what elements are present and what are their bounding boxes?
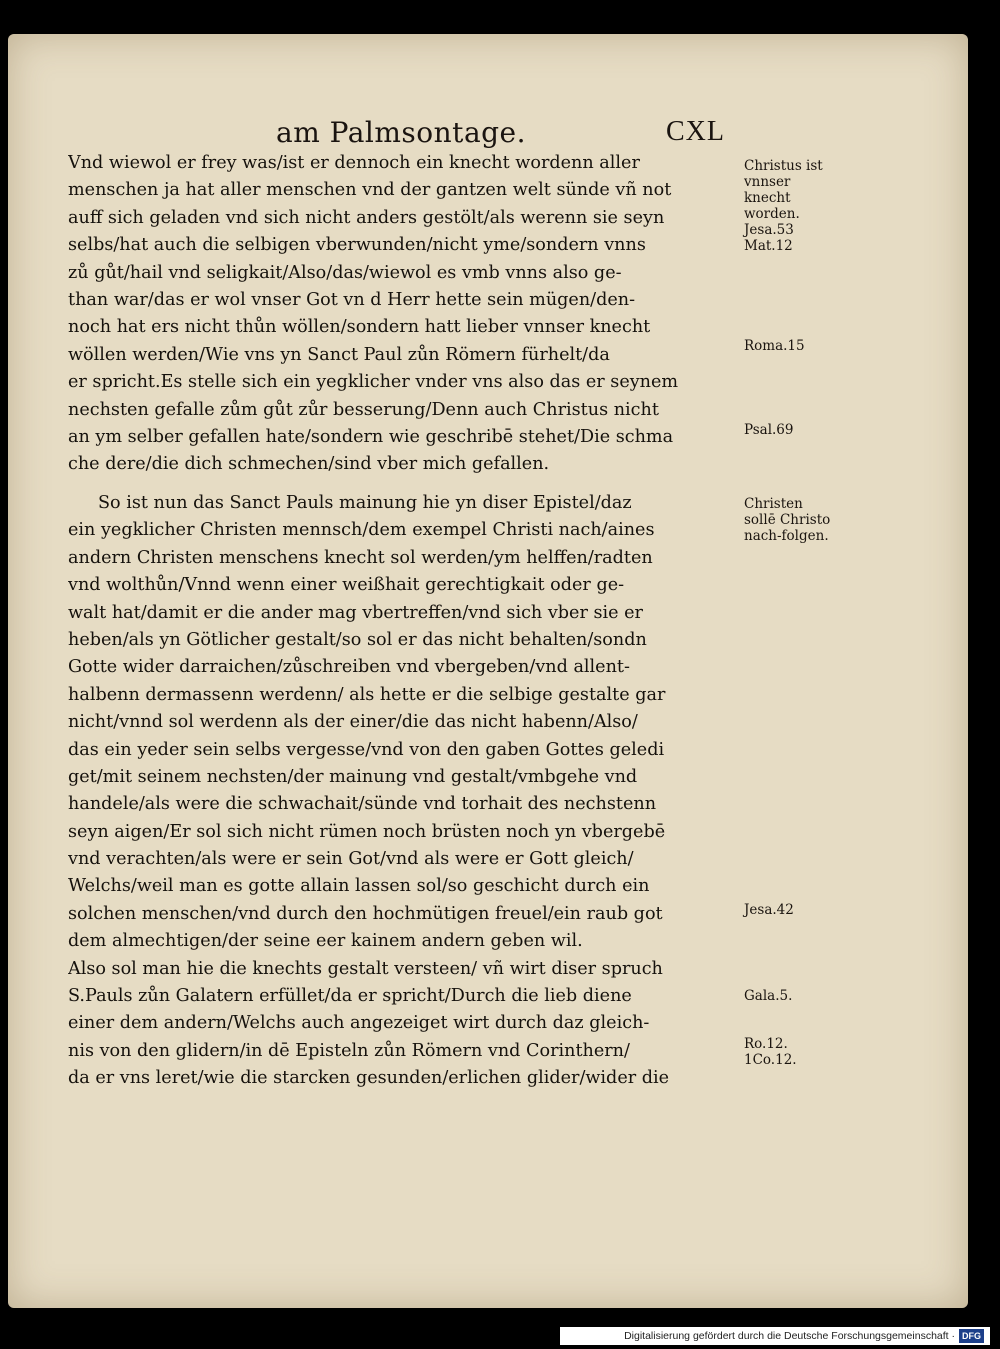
dfg-logo[interactable]: DFG	[959, 1329, 984, 1343]
text-line: nechsten gefalle zům gůt zůr besserung/Denn auch Christus nicht	[68, 399, 659, 420]
folio-number: CXL	[666, 116, 725, 147]
text-line: selbs/hat auch die selbigen vberwunden/nicht yme/sondern vnns	[68, 235, 646, 256]
text-line: nicht/vnnd sol werdenn als der einer/die das nicht habenn/Also/	[68, 712, 638, 733]
text-line: Also sol man hie die knechts gestalt versteen/ vñ wirt diser spruch	[68, 958, 663, 979]
text-line: halbenn dermassenn werdenn/ als hette er die selbige gestalte gar	[68, 684, 666, 705]
text-line: einer dem andern/Welchs auch angezeiget wirt durch daz gleich-	[68, 1013, 650, 1034]
text-line: heben/als yn Götlicher gestalt/so sol er das nicht behalten/sondn	[68, 629, 647, 650]
marginal-note-jesa: Jesa.42	[744, 902, 794, 918]
text-line: an ym selber gefallen hate/sondern wie geschribē stehet/Die schma	[68, 426, 674, 447]
digitization-footer	[560, 1327, 990, 1345]
text-line: Vnd wiewol er frey was/ist er dennoch ein knecht wordenn aller	[68, 153, 640, 173]
text-line: nis von den glidern/in dē Episteln zůn Römern vnd Corinthern/	[68, 1040, 630, 1061]
text-line: auff sich geladen vnd sich nicht anders gestölt/als werenn sie seyn	[68, 207, 665, 228]
text-line: ein yegklicher Christen mennsch/dem exempel Christi nach/aines	[68, 520, 655, 541]
paragraph-2	[68, 490, 748, 1093]
marginal-note-romans-corinthians: Ro.12. 1Co.12.	[744, 1036, 797, 1068]
text-line: seyn aigen/Er sol sich nicht rümen noch brüsten noch yn vbergebē	[68, 821, 666, 842]
text-line: than war/das er wol vnser Got vn d Herr hette sein mügen/den-	[68, 289, 636, 310]
text-line: noch hat ers nicht thůn wöllen/sondern hatt lieber vnnser knecht	[68, 317, 651, 338]
text-line: che dere/die dich schmechen/sind vber mich gefallen.	[68, 454, 550, 475]
marginal-note-psal: Psal.69	[744, 422, 794, 438]
text-line: solchen menschen/vnd durch den hochmütigen freuel/ein raub got	[68, 903, 663, 924]
text-line: handele/als were die schwachait/sünde vnd torhait des nechstenn	[68, 794, 657, 815]
marginal-note-christus: Christus ist vnnser knecht worden. Jesa.53 Mat.12	[744, 158, 823, 254]
text-line: dem almechtigen/der seine eer kainem andern geben wil.	[68, 931, 583, 952]
text-line: Welchs/weil man es gotte allain lassen sol/so geschicht durch ein	[68, 876, 650, 897]
text-line: vnd verachten/als were er sein Got/vnd als were er Gott gleich/	[68, 849, 634, 870]
footer-text: Digitalisierung gefördert durch die Deutsche Forschungsgemeinschaft ·	[624, 1330, 955, 1342]
text-line: So ist nun das Sanct Pauls mainung hie yn diser Epistel/daz	[98, 493, 632, 513]
text-line: andern Christen menschens knecht sol werden/ym helffen/radten	[68, 547, 653, 568]
paragraph-1	[68, 150, 748, 479]
text-line: das ein yeder sein selbs vergesse/vnd von den gaben Gottes geledi	[68, 739, 665, 760]
text-line: wöllen werden/Wie vns yn Sanct Paul zůn Römern fürhelt/da	[68, 344, 610, 365]
text-line: er spricht.Es stelle sich ein yegklicher vnder vns also das er seynem	[68, 372, 679, 393]
marginal-note-gala: Gala.5.	[744, 988, 793, 1004]
marginal-note-roma: Roma.15	[744, 338, 805, 354]
text-line: walt hat/damit er die ander mag vbertreffen/vnd sich vber sie er	[68, 602, 643, 623]
text-line: menschen ja hat aller menschen vnd der gantzen welt sünde vñ not	[68, 180, 672, 201]
marginal-note-christen: Christen sollē Christo nach-folgen.	[744, 496, 831, 544]
text-line: da er vns leret/wie die starcken gesunden/erlichen glider/wider die	[68, 1068, 670, 1089]
book-page	[8, 34, 968, 1308]
text-line: zů gůt/hail vnd seligkait/Also/das/wiewol es vmb vnns also ge-	[68, 262, 622, 283]
text-line: vnd wolthůn/Vnnd wenn einer weißhait gerechtigkait oder ge-	[68, 575, 625, 596]
running-title: am Palmsontage.	[276, 116, 527, 149]
text-line: get/mit seinem nechsten/der mainung vnd gestalt/vmbgehe vnd	[68, 766, 638, 787]
text-line: Gotte wider darraichen/zůschreiben vnd vbergeben/vnd allent-	[68, 657, 630, 678]
text-line: S.Pauls zůn Galatern erfüllet/da er spricht/Durch die lieb diene	[68, 986, 632, 1007]
